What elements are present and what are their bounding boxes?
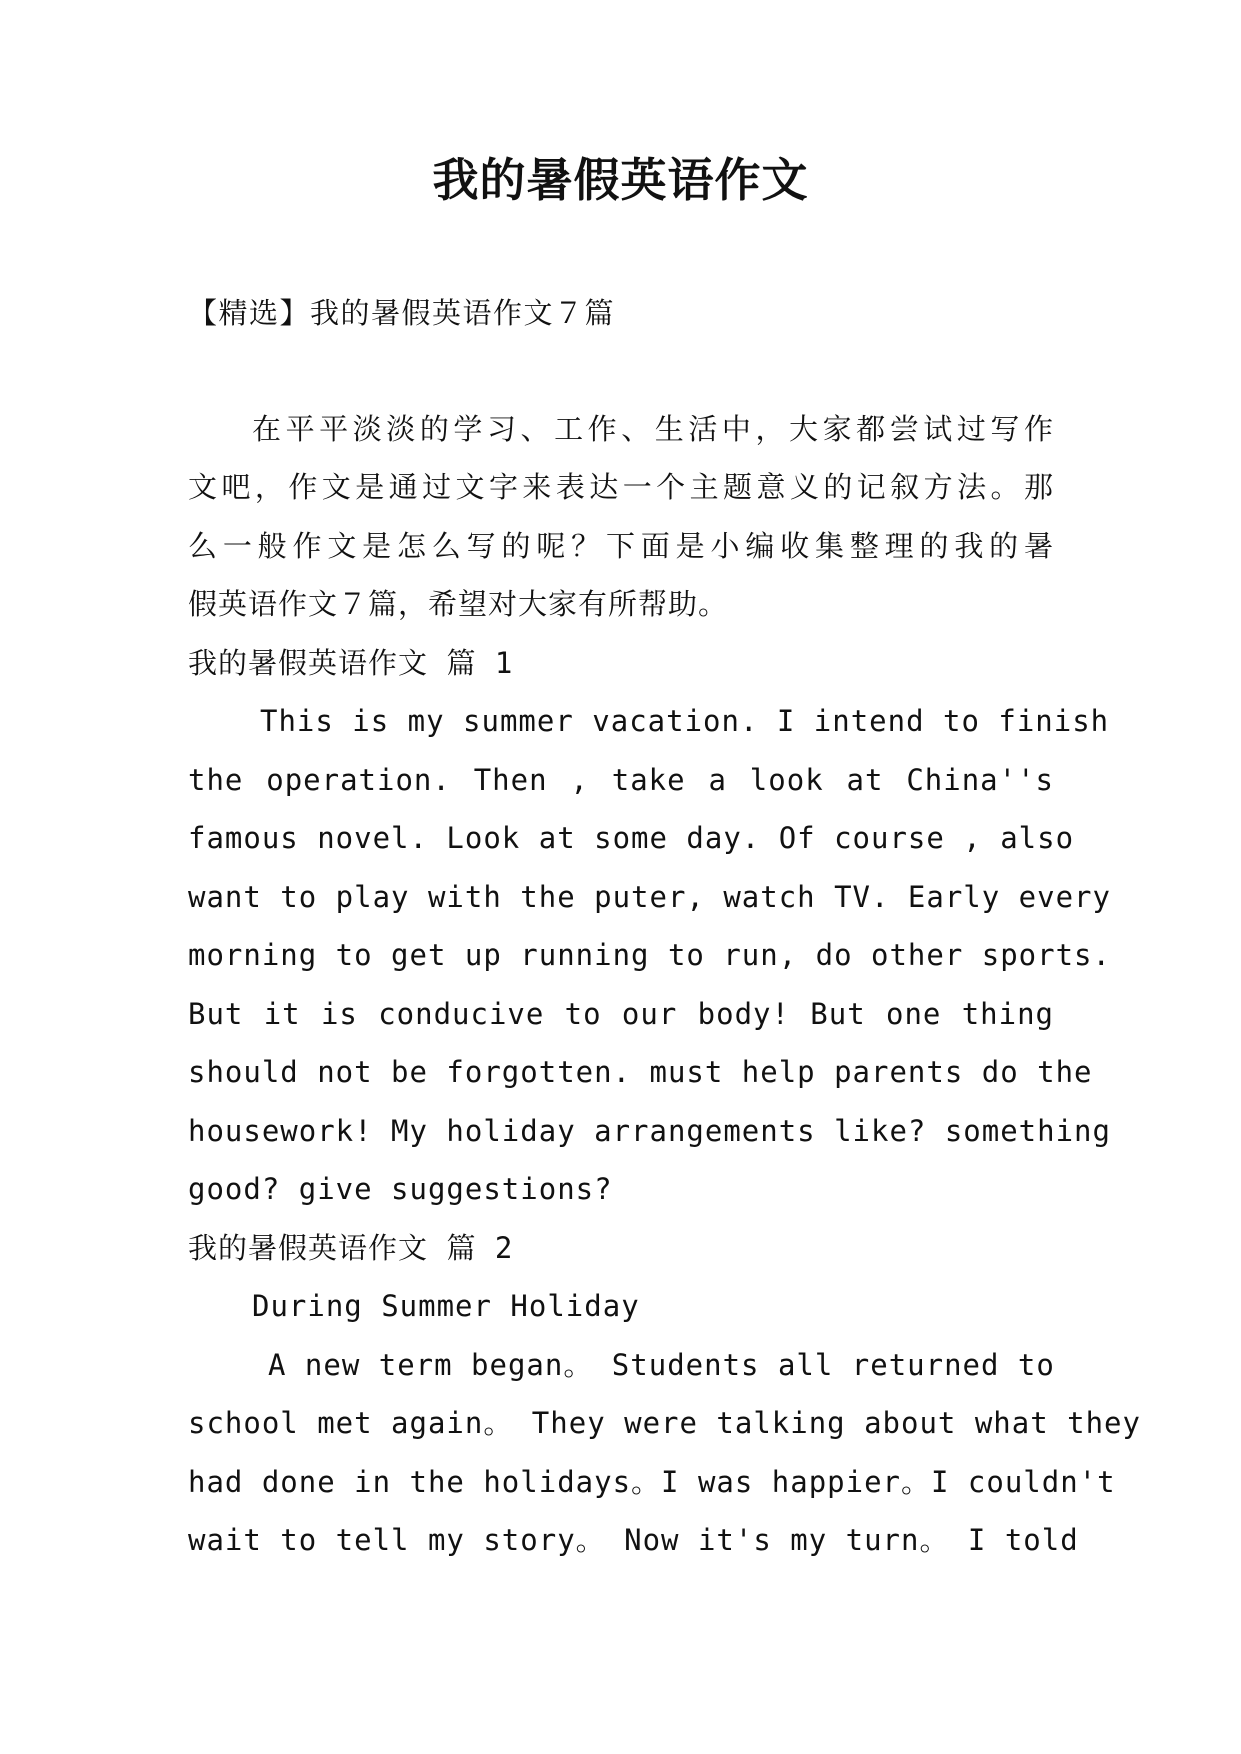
section-2-line: had done in the holidays。I was happier。I couldn't: [188, 1464, 1116, 1499]
section-1-heading: 我的暑假英语作文 篇 1: [188, 645, 514, 680]
intro-line: 假英语作文７篇，希望对大家有所帮助。: [188, 587, 729, 621]
section-2-heading: 我的暑假英语作文 篇 2: [188, 1230, 514, 1265]
section-2-line: school met again。 They were talking about what they: [188, 1406, 1141, 1440]
section-1-line: housework! My holiday arrangements like? something: [188, 1113, 1111, 1148]
document-subtitle: 【精选】我的暑假英语作文７篇: [188, 296, 616, 330]
document-body: [188, 284, 1141, 1570]
section-1-line: But it is conducive to our body! But one thing: [188, 996, 1054, 1031]
section-2-line: A new term began。 Students all returned to: [268, 1347, 1055, 1382]
section-1-line: should not be forgotten. must help parents do the: [188, 1055, 1093, 1089]
section-1-line: famous novel. Look at some day. Of course , also: [188, 821, 1075, 855]
intro-paragraph: [188, 400, 1054, 634]
section-1-line: good? give suggestions?: [188, 1172, 613, 1206]
section-1-line: This is my summer vacation. I intend to finish: [260, 704, 1110, 738]
section-2-subheading: During Summer Holiday: [252, 1289, 640, 1323]
section-2-line: wait to tell my story。 Now it's my turn。 I told: [188, 1523, 1079, 1557]
section-1-line: the operation. Then , take a look at China''s: [188, 762, 1054, 797]
intro-line: 在平平淡淡的学习、工作、生活中，大家都尝试过写作: [252, 411, 1054, 446]
section-1-paragraph: [188, 692, 1111, 1219]
intro-line: 么一般作文是怎么写的呢？下面是小编收集整理的我的暑: [188, 528, 1054, 563]
section-1-line: want to play with the puter, watch TV. Early every: [188, 879, 1111, 914]
section-2-paragraph: [188, 1336, 1141, 1570]
document-title: 我的暑假英语作文: [432, 153, 809, 207]
intro-line: 文吧，作文是通过文字来表达一个主题意义的记叙方法。那: [188, 470, 1054, 504]
section-1-line: morning to get up running to run, do other sports.: [188, 938, 1111, 972]
